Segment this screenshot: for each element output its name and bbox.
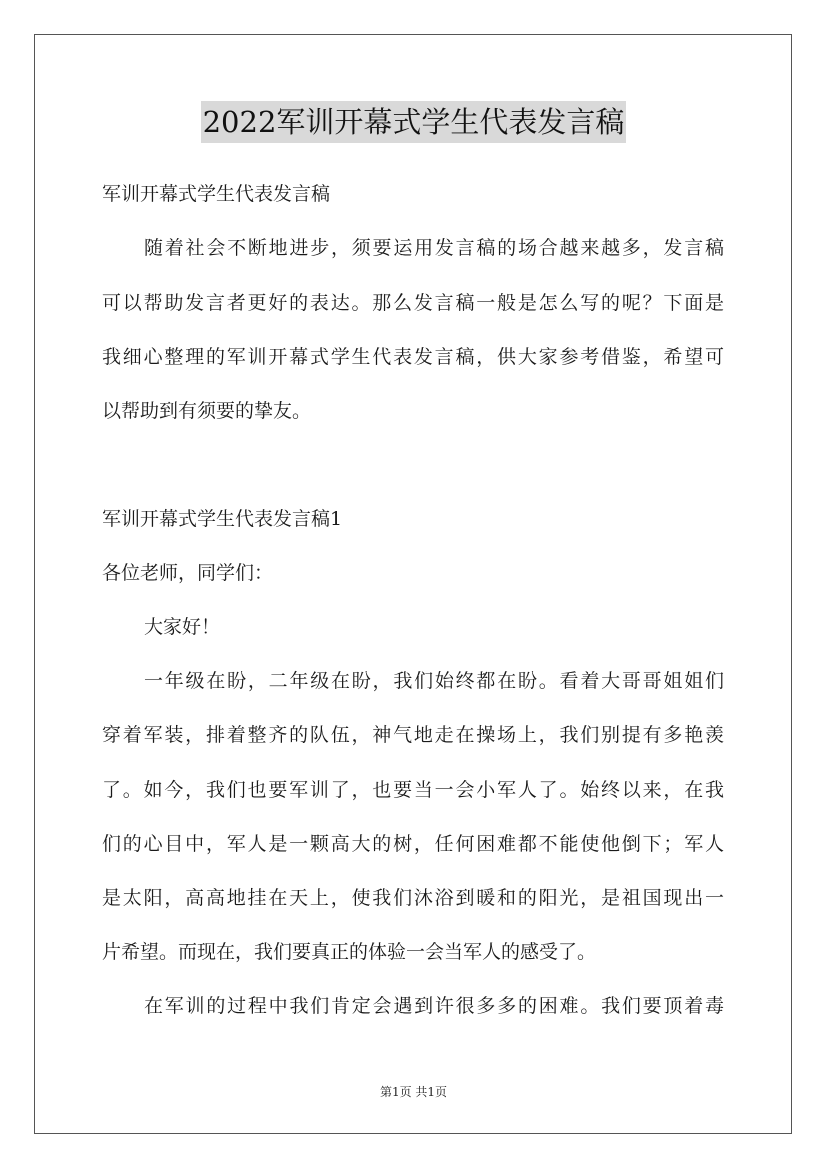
document-title: 2022军训开幕式学生代表发言稿: [201, 101, 627, 143]
salutation: 各位老师，同学们：: [102, 562, 274, 584]
body-line-6: 片希望。而现在，我们要真正的体验一会当军人的感受了。: [102, 941, 597, 963]
page-footer: [0, 1084, 827, 1100]
body-line-3: 了。如今，我们也要军训了，也要当一会小军人了。始终以来，在我: [102, 779, 724, 801]
section-heading: 军训开幕式学生代表发言稿1: [102, 508, 343, 530]
intro-line-2: 可以帮助发言者更好的表达。那么发言稿一般是怎么写的呢？下面是: [102, 292, 724, 314]
body-line-4: 们的心目中，军人是一颗高大的树，任何困难都不能使他倒下；军人: [102, 833, 724, 855]
body-line-5: 是太阳，高高地挂在天上，使我们沐浴到暖和的阳光，是祖国现出一: [102, 887, 724, 909]
body-line-2: 穿着军装，排着整齐的队伍，神气地走在操场上，我们别提有多艳羡: [102, 724, 724, 746]
intro-line-4: 以帮助到有须要的挚友。: [102, 400, 312, 422]
page-number-label: 第1页 共1页: [379, 1085, 448, 1099]
intro-line-1: 随着社会不断地进步，须要运用发言稿的场合越来越多，发言稿: [144, 237, 724, 259]
body-line-1: 一年级在盼，二年级在盼，我们始终都在盼。看着大哥哥姐姐们: [144, 670, 724, 692]
body-line-7: 在军训的过程中我们肯定会遇到许很多多的困难。我们要顶着毒: [144, 995, 724, 1017]
intro-line-3: 我细心整理的军训开幕式学生代表发言稿，供大家参考借鉴，希望可: [102, 346, 724, 368]
title-container: [0, 101, 827, 143]
greeting: 大家好！: [144, 616, 221, 638]
document-subtitle: 军训开幕式学生代表发言稿: [102, 183, 331, 205]
